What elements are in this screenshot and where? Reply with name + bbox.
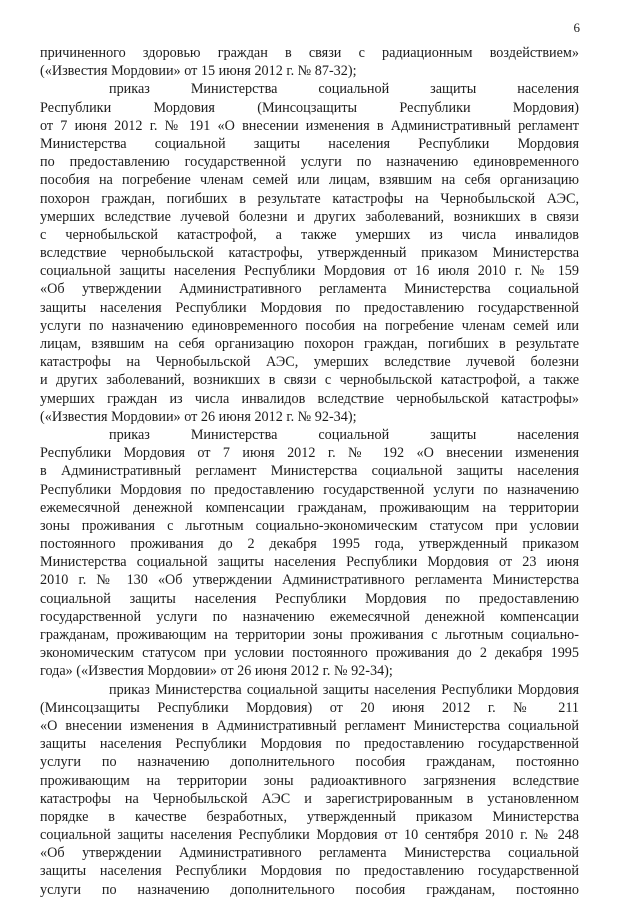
text-line: постоянного проживания до 2 декабря 1995 года, утвержденный приказом xyxy=(40,536,579,553)
paragraph xyxy=(40,426,579,681)
text-line: зоны проживания с льготным социально-экономическим статусом при условии xyxy=(40,517,579,534)
text-line: года» («Известия Мордовии» от 26 июня 2012 г. № 92-34); xyxy=(40,663,393,680)
text-line: (Минсоцзащиты Республики Мордовия) от 20 июня 2012 г. № 211 xyxy=(40,699,579,716)
text-line: ежемесячной денежной компенсации гражданам, проживающим на территории xyxy=(40,499,579,516)
page-number: 6 xyxy=(573,20,580,35)
paragraph xyxy=(40,80,579,426)
text-line: проживающим на территории зоны радиоактивного загрязнения вследствие xyxy=(40,772,579,789)
text-line: «Об утверждении Административного регламента Министерства социальной xyxy=(40,281,579,298)
text-line: похорон граждан, погибших в результате катастрофы на Чернобыльской АЭС, xyxy=(40,190,579,207)
text-line: («Известия Мордовии» от 15 июня 2012 г. № 87-32); xyxy=(40,63,357,80)
text-line: услуги по назначению дополнительного пособия гражданам, постоянно xyxy=(40,881,579,898)
paragraph xyxy=(40,44,579,80)
text-line: Республики Мордовия (Минсоцзащиты Республики Мордовия) xyxy=(40,99,579,116)
text-line: 2010 г. № 130 «Об утверждении Административного регламента Министерства xyxy=(40,572,579,589)
text-line: с чернобыльской катастрофой, а также умерших из числа инвалидов xyxy=(40,226,579,243)
text-line: катастрофы на Чернобыльской АЭС, умерших вследствие лучевой болезни xyxy=(40,354,579,371)
text-line: умерших граждан из числа инвалидов вследствие чернобыльской катастрофы» xyxy=(40,390,579,407)
text-line: социальной защиты населения Республики Мордовия от 10 сентября 2010 г. № 248 xyxy=(40,827,579,844)
text-line: катастрофы на Чернобыльской АЭС и зарегистрированным в установленном xyxy=(40,790,579,807)
text-line: «О внесении изменения в Административный регламент Министерства социальной xyxy=(40,717,579,734)
text-line: услуги по назначению единовременного пособия на погребение членам семей или xyxy=(40,317,579,334)
text-line: Республики Мордовия от 7 июня 2012 г. № 192 «О внесении изменения xyxy=(40,445,579,462)
text-line: умерших вследствие лучевой болезни и других заболеваний, возникших в связи xyxy=(40,208,579,225)
text-line: защиты населения Республики Мордовия по предоставлению государственной xyxy=(40,736,579,753)
text-line: лицам, взявшим на себя организацию похорон граждан, погибших в результате xyxy=(40,336,579,352)
text-line: социальной защиты населения Республики Мордовия по предоставлению xyxy=(40,590,579,607)
text-line: вследствие чернобыльской катастрофы, утвержденный приказом Министерства xyxy=(40,245,579,262)
text-line: по предоставлению государственной услуги по назначению единовременного xyxy=(40,154,579,171)
text-line: Республики Мордовия по предоставлению государственной услуги по назначению xyxy=(40,481,579,498)
text-line: приказ Министерства социальной защиты населения Республики Мордовия xyxy=(109,681,579,698)
text-line: от 7 июня 2012 г. № 191 «О внесении изменения в Административный регламент xyxy=(40,117,579,134)
text-line: приказ Министерства социальной защиты населения xyxy=(109,81,579,98)
text-line: приказ Министерства социальной защиты населения xyxy=(109,426,579,443)
text-line: («Известия Мордовии» от 26 июня 2012 г. № 92-34); xyxy=(40,408,357,425)
text-line: и других заболеваний, возникших в связи с чернобыльской катастрофой, а также xyxy=(40,372,579,389)
text-line: государственной услуги по назначению ежемесячной денежной компенсации xyxy=(40,608,579,625)
text-line: пособия на погребение членам семей или лицам, взявшим на себя организацию xyxy=(40,172,579,189)
document-body xyxy=(40,44,579,899)
text-line: в Административный регламент Министерства социальной защиты населения xyxy=(40,463,579,480)
text-line: услуги по назначению дополнительного пособия гражданам, постоянно xyxy=(40,754,579,771)
text-line: экономическим статусом при условии постоянного проживания до 2 декабря 1995 xyxy=(40,645,579,662)
text-line: причиненного здоровью граждан в связи с радиационным воздействием» xyxy=(40,45,579,61)
text-line: защиты населения Республики Мордовия по предоставлению государственной xyxy=(40,863,579,880)
text-line: Министерства социальной защиты населения Республики Мордовия от 23 июня xyxy=(40,554,579,571)
paragraph xyxy=(40,681,579,899)
text-line: гражданам, проживающим на территории зоны проживания с льготным социально- xyxy=(40,627,579,643)
text-line: социальной защиты населения Республики Мордовия от 16 июля 2010 г. № 159 xyxy=(40,263,579,280)
text-line: защиты населения Республики Мордовия по предоставлению государственной xyxy=(40,299,579,316)
text-line: Министерства социальной защиты населения Республики Мордовия xyxy=(40,135,579,152)
text-line: «Об утверждении Административного регламента Министерства социальной xyxy=(40,845,579,862)
text-line: порядке в качестве безработных, утвержденный приказом Министерства xyxy=(40,808,579,825)
